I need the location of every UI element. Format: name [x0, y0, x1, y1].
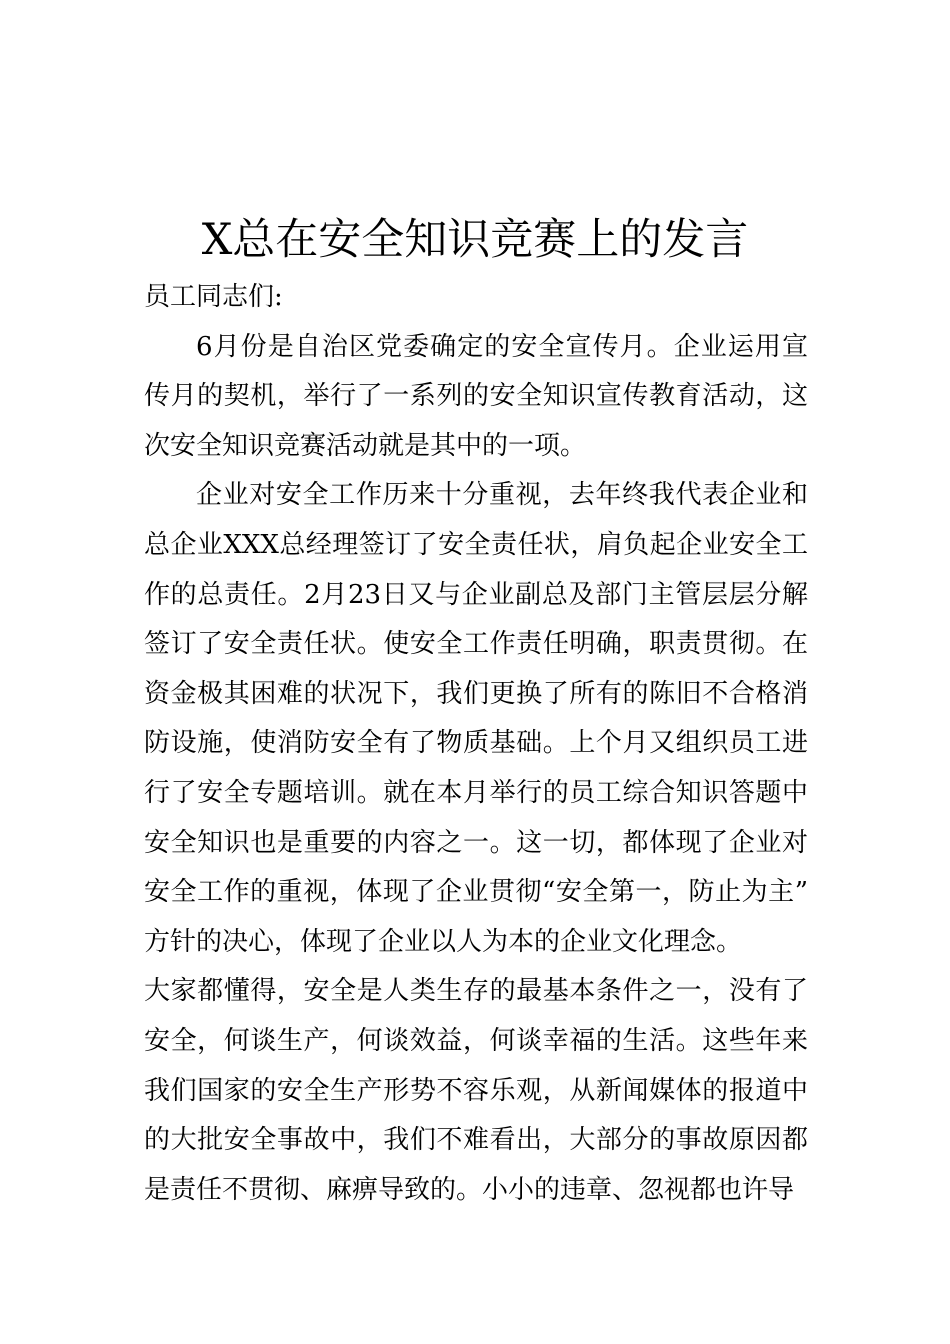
document-body [144, 273, 808, 1215]
paragraph-2: 企业对安全工作历来十分重视，去年终我代表企业和总企业XXX总经理签订了安全责任状，肩负起企业安全工作的总责任。2月23日又与企业副总及部门主管层层分解签订了安全责任状。使安全工作责任明确，职责贯彻。在资金极其困难的状况下，我们更换了所有的陈旧不合格消防设施，使消防安全有了物质基础。上个月又组织员工进行了安全专题培训。就在本月举行的员工综合知识答题中安全知识也是重要的内容之一。这一切，都体现了企业对安全工作的重视，体现了企业贯彻“安全第一，防止为主”方针的决心，体现了企业以人为本的企业文化理念。 [144, 480, 808, 957]
paragraph-1: 6月份是自治区党委确定的安全宣传月。企业运用宣传月的契机，举行了一系列的安全知识宣传教育活动，这次安全知识竞赛活动就是其中的一项。 [144, 331, 808, 461]
salutation: 员工同志们: [144, 282, 283, 312]
paragraph-3: 大家都懂得，安全是人类生存的最基本条件之一，没有了安全，何谈生产，何谈效益，何谈幸福的生活。这些年来我们国家的安全生产形势不容乐观，从新闻媒体的报道中的大批安全事故中，我们不难看出，大部分的事故原因都是责任不贯彻、麻痹导致的。小小的违章、忽视都也许导 [144, 976, 808, 1205]
document-title: X总在安全知识竞赛上的发言 [201, 215, 749, 265]
